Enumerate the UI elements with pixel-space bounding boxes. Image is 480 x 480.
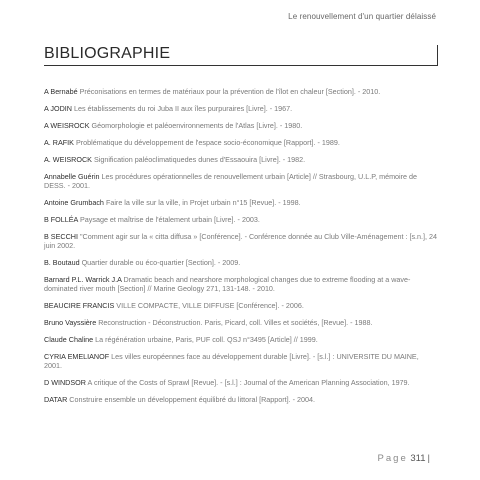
entry-text: A critique of the Costs of Sprawl [Revue]. - [s.l.] : Journal of the American Planning Association, 1979. bbox=[87, 378, 410, 387]
bibliography-entry bbox=[44, 258, 437, 267]
bibliography-entry bbox=[44, 215, 437, 224]
bibliography-entry bbox=[44, 87, 437, 96]
entry-text: Quartier durable ou éco-quartier [Section]. - 2009. bbox=[81, 258, 241, 267]
bibliography-entry bbox=[44, 378, 437, 387]
entry-text: Les villes européennes face au développement durable [Livre]. - [s.l.] : UNIVERSITE DU MAINE, 2001. bbox=[44, 352, 419, 370]
entry-text: Les établissements du roi Juba II aux îles purpuraires [Livre]. - 1967. bbox=[73, 104, 293, 113]
entry-author: BEAUCIRE FRANCIS bbox=[44, 301, 115, 310]
page-separator: | bbox=[427, 453, 430, 464]
entry-text: Problématique du développement de l'espace socio-économique [Rapport]. - 1989. bbox=[75, 138, 340, 147]
entry-author: DATAR bbox=[44, 395, 68, 404]
bibliography-entry bbox=[44, 104, 437, 113]
page-footer bbox=[378, 453, 430, 464]
bibliography-entry bbox=[44, 198, 437, 207]
page-label: Page bbox=[377, 453, 408, 464]
section-heading bbox=[44, 45, 438, 66]
entry-text: Faire la ville sur la ville, in Projet urbain n°15 [Revue]. - 1998. bbox=[105, 198, 301, 207]
bibliography-entry bbox=[44, 301, 437, 310]
entry-author: Annabelle Guérin bbox=[44, 172, 100, 181]
entry-author: B. Boutaud bbox=[44, 258, 80, 267]
entry-author: CYRIA EMELIANOF bbox=[44, 352, 110, 361]
bibliography-entry bbox=[44, 172, 437, 190]
bibliography-entry bbox=[44, 275, 437, 293]
entry-author: B FOLLÉA bbox=[44, 215, 78, 224]
page-number: 311 bbox=[410, 453, 426, 464]
bibliography-entry bbox=[44, 395, 437, 404]
entry-author: Bruno Vayssière bbox=[44, 318, 97, 327]
entry-text: Signification paléoclimatiquedes dunes d'Essaouira [Livre]. - 1982. bbox=[93, 155, 306, 164]
entry-author: Antoine Grumbach bbox=[44, 198, 104, 207]
entry-text: Dramatic beach and nearshore morphological changes due to extreme flooding at a wave-dominated river mouth [Section] // Marine Geology 271, 131-148. - 2010. bbox=[44, 275, 411, 293]
bibliography-entry bbox=[44, 335, 437, 344]
bibliography-entry bbox=[44, 121, 437, 130]
bibliography-entry bbox=[44, 138, 437, 147]
entry-text: VILLE COMPACTE, VILLE DIFFUSE [Conférence]. - 2006. bbox=[116, 301, 304, 310]
entry-text: La régénération urbaine, Paris, PUF coll. QSJ n°3495 [Article] // 1999. bbox=[95, 335, 318, 344]
bibliography-entry bbox=[44, 232, 437, 250]
entry-text: Reconstruction - Déconstruction. Paris, Picard, coll. Villes et sociétés, [Revue]. - 1988. bbox=[98, 318, 373, 327]
section-title: BIBLIOGRAPHIE bbox=[44, 45, 171, 62]
bibliography-entry bbox=[44, 155, 437, 164]
entry-author: B SECCHI bbox=[44, 232, 78, 241]
bibliography-list bbox=[44, 87, 437, 412]
bibliography-entry bbox=[44, 318, 437, 327]
running-header: Le renouvellement d'un quartier délaissé bbox=[288, 12, 436, 21]
entry-text: Géomorphologie et paléoenvironnements de l'Atlas [Livre]. - 1980. bbox=[91, 121, 303, 130]
entry-author: Claude Chaline bbox=[44, 335, 94, 344]
bibliography-entry bbox=[44, 352, 437, 370]
entry-author: A Bernabé bbox=[44, 87, 78, 96]
entry-author: A WEISROCK bbox=[44, 121, 90, 130]
entry-text: Les procédures opérationnelles de renouvellement urbain [Article] // Strasbourg, U.L.P, mémoire de DESS. - 2001. bbox=[44, 172, 418, 190]
entry-author: D WINDSOR bbox=[44, 378, 86, 387]
entry-text: "Comment agir sur la « citta diffusa » [Conférence]. - Conférence donnée au Club Ville-Aménagement : [s.n.], 24 juin 2002. bbox=[44, 232, 438, 250]
entry-author: Barnard P.L. Warrick J.A bbox=[44, 275, 122, 284]
entry-text: Préconisations en termes de matériaux pour la prévention de l'îlot en chaleur [Section]. - 2010. bbox=[79, 87, 381, 96]
entry-author: A. RAFIK bbox=[44, 138, 74, 147]
entry-author: A. WEISROCK bbox=[44, 155, 92, 164]
entry-author: A JODIN bbox=[44, 104, 72, 113]
entry-text: Paysage et maîtrise de l'étalement urbain [Livre]. - 2003. bbox=[79, 215, 260, 224]
entry-text: Construire ensemble un développement équilibré du littoral [Rapport]. - 2004. bbox=[69, 395, 316, 404]
